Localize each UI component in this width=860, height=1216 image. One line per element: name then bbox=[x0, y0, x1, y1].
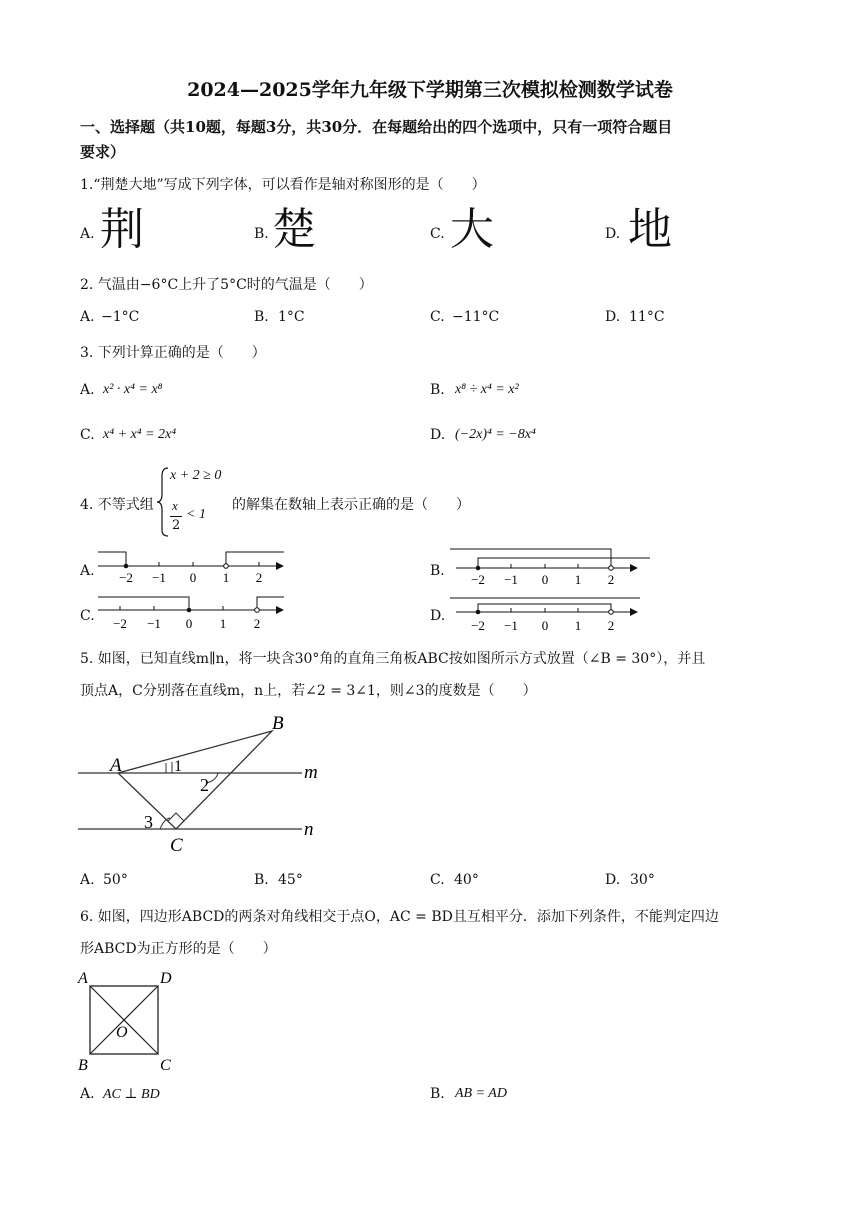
label-b: B bbox=[272, 713, 284, 734]
q2-option-b-label: B. bbox=[254, 309, 269, 325]
q5-option-d-text: 30° bbox=[630, 872, 655, 888]
q2-option-d-text: 11°C bbox=[629, 309, 665, 325]
q4-number-line-c bbox=[96, 590, 296, 634]
label-c: C bbox=[170, 835, 183, 856]
page-title: 2024—2025学年九年级下学期第三次模拟检测数学试卷 bbox=[187, 79, 673, 101]
tick-label: 0 bbox=[541, 618, 549, 633]
q5-option-c-label: C. bbox=[430, 872, 445, 888]
q1-option-a-label: A. bbox=[80, 226, 95, 242]
tick-marks bbox=[126, 562, 259, 566]
q4-ineq1: x + 2 ≥ 0 bbox=[170, 468, 222, 483]
q4-option-a-label: A. bbox=[80, 563, 95, 579]
tick-label: 2 bbox=[253, 616, 261, 631]
angle-1-mark bbox=[166, 762, 172, 773]
q4-ineq2-rest: < 1 bbox=[186, 507, 206, 522]
q2-option-a-text: −1°C bbox=[101, 309, 140, 325]
label-a: A bbox=[110, 755, 122, 776]
tick-label: 0 bbox=[541, 572, 549, 587]
tick-label: 2 bbox=[607, 572, 615, 587]
tick-label: −1 bbox=[152, 570, 166, 585]
q6-stem-line2: 形ABCD为正方形的是（ ） bbox=[80, 941, 277, 957]
q2-stem: 2. 气温由−6°C上升了5°C时的气温是（ ） bbox=[80, 277, 373, 293]
label-m: m bbox=[304, 762, 318, 783]
q5-option-a-text: 50° bbox=[103, 872, 128, 888]
tick-label: 1 bbox=[219, 616, 227, 631]
q1-option-d-char: 地 bbox=[628, 204, 672, 255]
q3-option-d-label: D. bbox=[430, 427, 446, 443]
q3-option-c-text: x⁴ + x⁴ = 2x⁴ bbox=[103, 427, 177, 442]
q3-option-d-text: (−2x)⁴ = −8x⁴ bbox=[455, 427, 536, 442]
q1-option-c-char: 大 bbox=[450, 204, 494, 255]
tick-label: −1 bbox=[147, 616, 161, 631]
q5-option-b-label: B. bbox=[254, 872, 269, 888]
label-angle-2: 2 bbox=[200, 775, 209, 795]
section-heading-line2: 要求） bbox=[80, 143, 126, 161]
tick-label: −2 bbox=[119, 570, 133, 585]
q1-option-c-label: C. bbox=[430, 226, 445, 242]
q6-stem-line1: 6. 如图，四边形ABCD的两条对角线相交于点O，AC = BD且互相平分．添加下列条件，不能判定四边 bbox=[80, 909, 719, 925]
q4-option-d-label: D. bbox=[430, 608, 446, 624]
tick-label: 2 bbox=[607, 618, 615, 633]
q6-figure bbox=[74, 966, 184, 1076]
tick-label: −2 bbox=[471, 618, 485, 633]
label-a: A bbox=[78, 970, 88, 987]
q6-option-b-text: AB = AD bbox=[455, 1086, 507, 1101]
tick-label: 1 bbox=[574, 618, 582, 633]
q2-option-d-label: D. bbox=[605, 309, 621, 325]
q3-option-b-label: B. bbox=[430, 382, 445, 398]
right-angle-mark bbox=[168, 813, 184, 821]
q2-option-c-label: C. bbox=[430, 309, 445, 325]
tick-label: −1 bbox=[504, 618, 518, 633]
q4-prefix: 4. 不等式组 bbox=[80, 497, 154, 513]
q4-number-line-d bbox=[450, 590, 650, 636]
q5-figure bbox=[70, 705, 340, 860]
q5-option-d-label: D. bbox=[605, 872, 621, 888]
q1-option-b-label: B. bbox=[254, 226, 269, 242]
tick-label: 1 bbox=[574, 572, 582, 587]
label-c: C bbox=[160, 1057, 171, 1074]
q4-ineq2-num: x bbox=[172, 498, 178, 513]
q4-number-line-b bbox=[450, 540, 650, 590]
label-d: D bbox=[160, 970, 172, 987]
tick-label: −2 bbox=[471, 572, 485, 587]
label-angle-3: 3 bbox=[144, 812, 153, 832]
q5-option-a-label: A. bbox=[80, 872, 95, 888]
q1-stem: 1.“荆楚大地”写成下列字体，可以看作是轴对称图形的是（ ） bbox=[80, 177, 486, 193]
q6-option-a-text: AC ⊥ BD bbox=[103, 1087, 160, 1102]
section-heading-line1: 一、选择题（共10题，每题3分，共30分．在每题给出的四个选项中，只有一项符合题目 bbox=[80, 118, 673, 136]
q4-option-b-label: B. bbox=[430, 563, 445, 579]
triangle-abc bbox=[118, 731, 272, 829]
q4-fraction-bar bbox=[170, 516, 182, 517]
tick-label: 0 bbox=[185, 616, 193, 631]
label-o: O bbox=[116, 1024, 128, 1041]
q2-option-b-text: 1°C bbox=[278, 309, 305, 325]
q3-stem: 3. 下列计算正确的是（ ） bbox=[80, 345, 266, 361]
tick-label: −2 bbox=[113, 616, 127, 631]
open-point bbox=[224, 564, 229, 569]
tick-label: 0 bbox=[189, 570, 197, 585]
q3-option-a-label: A. bbox=[80, 382, 95, 398]
q2-option-c-text: −11°C bbox=[452, 309, 500, 325]
q4-suffix: 的解集在数轴上表示正确的是（ ） bbox=[232, 497, 470, 513]
q3-option-a-text: x² · x⁴ = x⁸ bbox=[103, 382, 163, 397]
label-n: n bbox=[304, 819, 314, 840]
tick-label: 2 bbox=[255, 570, 263, 585]
solid-point bbox=[124, 564, 129, 569]
q1-option-b-char: 楚 bbox=[272, 204, 316, 255]
q5-stem-line1: 5. 如图，已知直线m∥n，将一块含30°角的直角三角板ABC按如图所示方式放置（∠B = 30°），并且 bbox=[80, 651, 706, 667]
q3-option-b-text: x⁸ ÷ x⁴ = x² bbox=[455, 382, 519, 397]
label-angle-1: 1 bbox=[174, 758, 182, 775]
q5-option-b-text: 45° bbox=[278, 872, 303, 888]
q1-option-a-char: 荆 bbox=[100, 204, 144, 255]
tick-label: −1 bbox=[504, 572, 518, 587]
q3-option-c-label: C. bbox=[80, 427, 95, 443]
q4-ineq2-den: 2 bbox=[172, 518, 181, 533]
q1-option-d-label: D. bbox=[605, 226, 621, 242]
q5-option-c-text: 40° bbox=[454, 872, 479, 888]
q4-option-c-label: C. bbox=[80, 608, 95, 624]
q4-number-line-a bbox=[96, 544, 296, 588]
q6-option-b-label: B. bbox=[430, 1086, 445, 1102]
angle-3-mark bbox=[160, 818, 170, 829]
q5-stem-line2: 顶点A，C分别落在直线m，n上，若∠2 = 3∠1，则∠3的度数是（ ） bbox=[80, 683, 537, 699]
tick-label: 1 bbox=[222, 570, 230, 585]
q2-option-a-label: A. bbox=[80, 309, 95, 325]
label-b: B bbox=[78, 1057, 88, 1074]
q6-option-a-label: A. bbox=[80, 1086, 95, 1102]
q4-inequality-system bbox=[156, 464, 226, 540]
